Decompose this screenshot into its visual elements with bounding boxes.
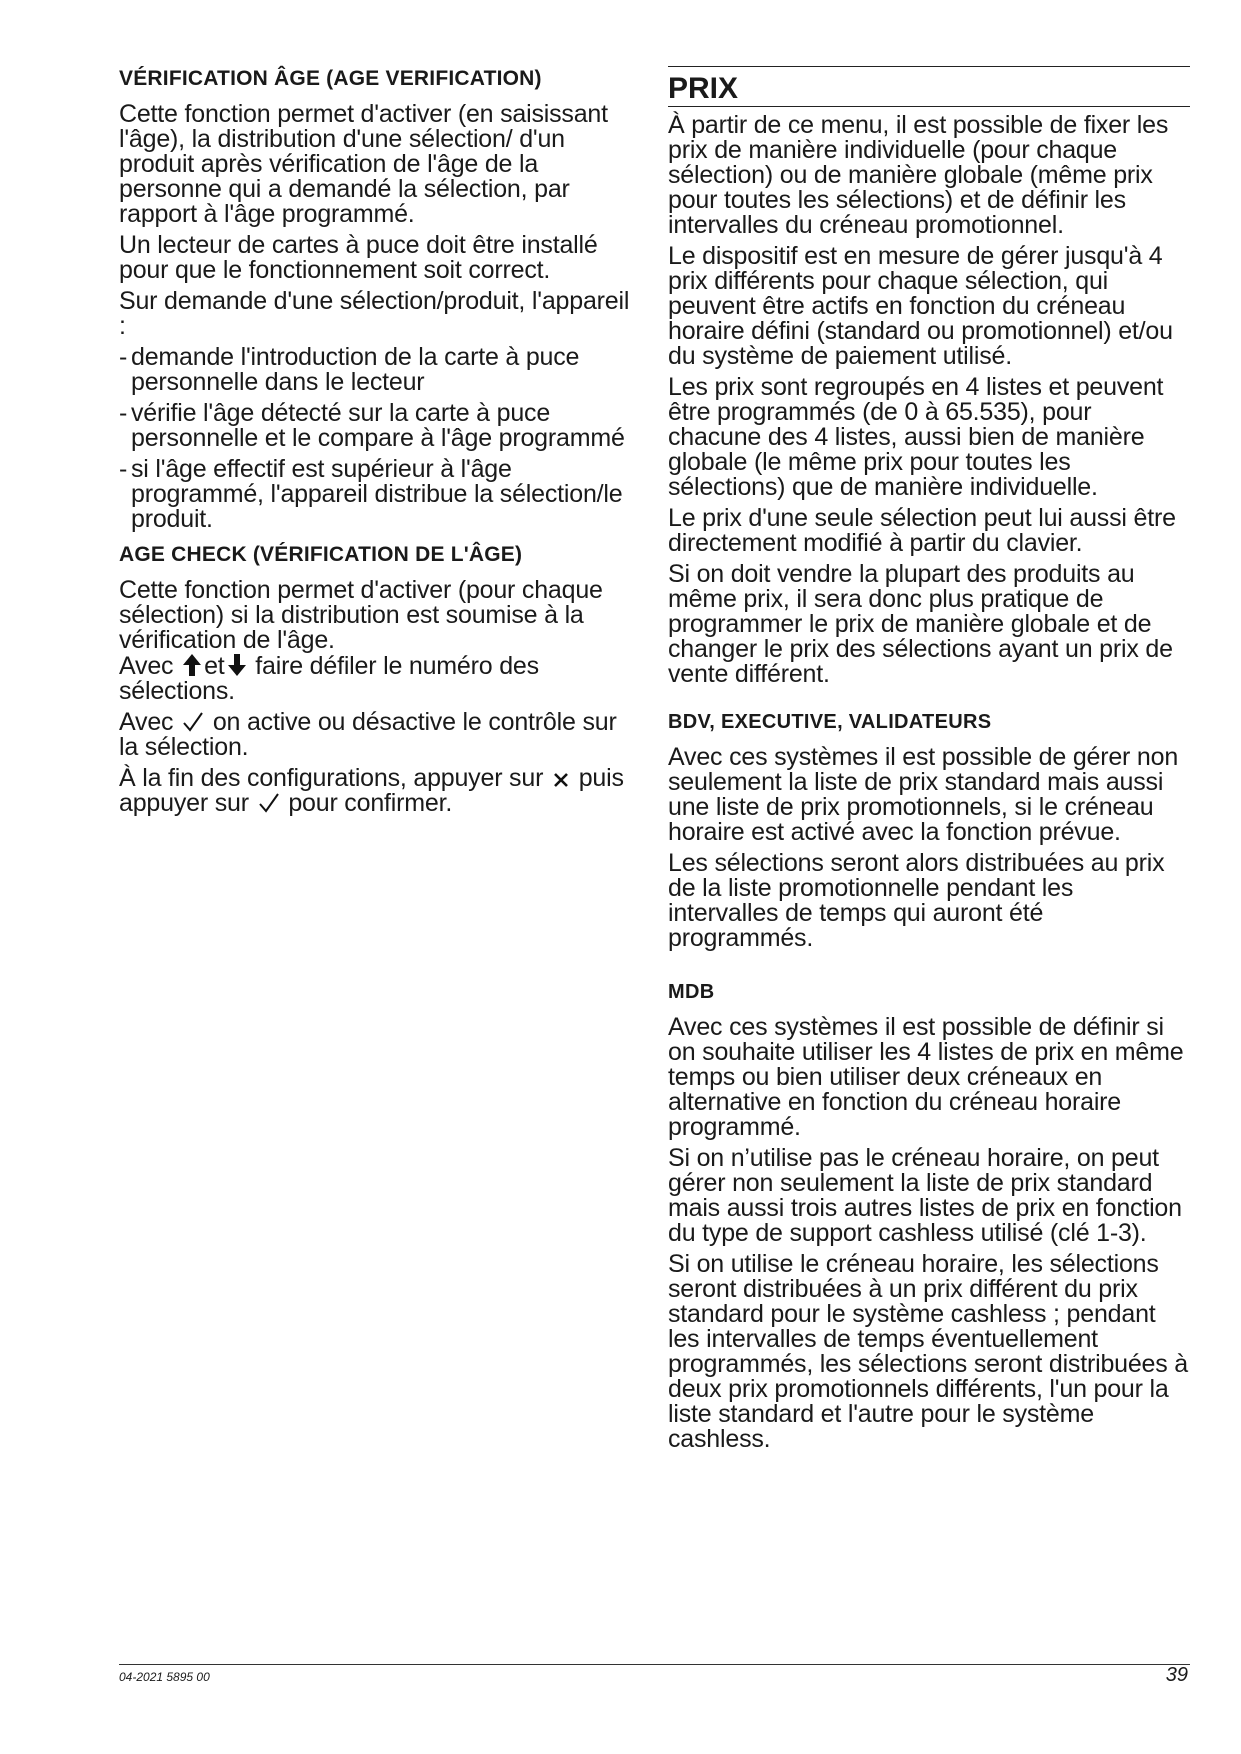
paragraph: Si on doit vendre la plupart des produits au même prix, il sera donc plus pratique de programmer le prix de manière globale et de changer le prix des sélections ayant un prix de vente différent. [668, 560, 1173, 688]
cross-icon [552, 771, 570, 789]
left-column [119, 66, 639, 822]
paragraph: Si on utilise le créneau horaire, les sélections seront distribuées à un prix différent du prix standard pour le système cashless ; pendant les intervalles de temps éventuellement programmés, les sélections seront distribuées à deux prix promotionnels différents, l'un pour la liste standard et l'autre pour le système cashless. [668, 1250, 1189, 1453]
arrow-up-icon [182, 653, 202, 677]
paragraph: Cette fonction permet d'activer (pour chaque sélection) si la distribution est soumise à la vérification de l'âge. [119, 576, 603, 654]
paragraph: Sur demande d'une sélection/produit, l'appareil : [119, 287, 630, 340]
section-title: PRIX [668, 72, 739, 105]
paragraph: Un lecteur de cartes à puce doit être installé pour que le fonctionnement soit correct. [119, 231, 598, 284]
paragraph: Le prix d'une seule sélection peut lui aussi être directement modifié à partir du clavier. [668, 504, 1176, 557]
heading-age-check: AGE CHECK (VÉRIFICATION DE L'ÂGE) [119, 543, 523, 566]
right-column [668, 66, 1190, 1458]
footer-divider [119, 1664, 1190, 1665]
section-header [668, 66, 1190, 107]
paragraph: Si on n’utilise pas le créneau horaire, on peut gérer non seulement la liste de prix standard mais aussi trois autres listes de prix en fonction du type de support cashless utilisé (clé 1-3). [668, 1144, 1182, 1247]
paragraph: Les prix sont regroupés en 4 listes et peuvent être programmés (de 0 à 65.535), pour chacune des 4 listes, aussi bien de manière globale (le même prix pour toutes les sélections) que de manière individuelle. [668, 373, 1164, 501]
bullet-list [119, 345, 639, 532]
list-item: - demande l'introduction de la carte à puce personnelle dans le lecteur [119, 345, 639, 395]
paragraph-confirm: À la fin des configurations, appuyer sur puis appuyer sur pour confirmer. [119, 764, 624, 817]
page-number: 39 [1165, 1664, 1188, 1686]
heading-bdv: BDV, EXECUTIVE, VALIDATEURS [668, 711, 992, 733]
arrow-down-icon [227, 653, 247, 677]
check-icon [258, 792, 280, 814]
heading-age-verification: VÉRIFICATION ÂGE (AGE VERIFICATION) [119, 67, 542, 90]
paragraph-toggle: Avec on active ou désactive le contrôle sur la sélection. [119, 708, 617, 761]
check-icon [182, 711, 204, 733]
paragraph: À partir de ce menu, il est possible de fixer les prix de manière individuelle (pour chaque sélection) ou de manière globale (même prix pour toutes les sélections) et de définir les intervalles du créneau promotionnel. [668, 111, 1169, 239]
paragraph: Cette fonction permet d'activer (en saisissant l'âge), la distribution d'une sélection/ d'un produit après vérification de l'âge de la personne qui a demandé la sélection, par rapport à l'âge programmé. [119, 100, 608, 228]
document-code: 04-2021 5895 00 [119, 1670, 210, 1684]
list-item: - si l'âge effectif est supérieur à l'âge programmé, l'appareil distribue la sélection/le produit. [119, 457, 639, 532]
paragraph: Le dispositif est en mesure de gérer jusqu'à 4 prix différents pour chaque sélection, qui peuvent être actifs en fonction du créneau horaire défini (standard ou promotionnel) et/ou du système de paiement utilisé. [668, 242, 1173, 370]
list-item: - vérifie l'âge détecté sur la carte à puce personnelle et le compare à l'âge programmé [119, 401, 639, 451]
paragraph: Les sélections seront alors distribuées au prix de la liste promotionnelle pendant les intervalles de temps qui auront été programmés. [668, 849, 1165, 952]
paragraph: Avec ces systèmes il est possible de gérer non seulement la liste de prix standard mais aussi une liste de prix promotionnels, si le créneau horaire est activé avec la fonction prévue. [668, 743, 1179, 846]
heading-mdb: MDB [668, 981, 715, 1003]
paragraph: Avec ces systèmes il est possible de définir si on souhaite utiliser les 4 listes de prix en même temps ou bien utiliser deux créneaux en alternative en fonction du créneau horaire programmé. [668, 1013, 1184, 1141]
paragraph-scroll: Avec et faire défiler le numéro des sélections. [119, 652, 539, 705]
